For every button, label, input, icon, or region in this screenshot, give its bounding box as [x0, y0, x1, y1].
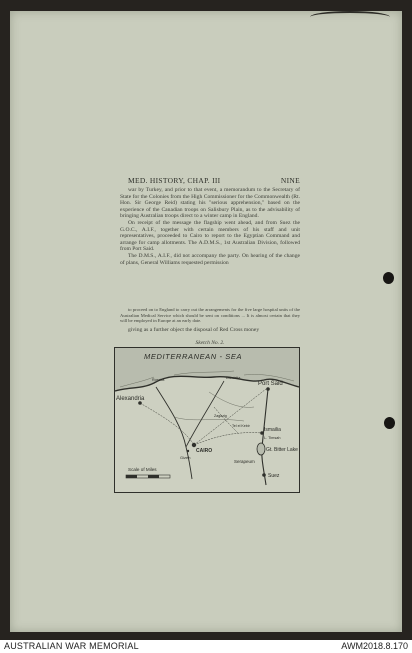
- label-gizeh: Gizeh: [180, 455, 191, 460]
- paragraph: giving as a further object the disposal of Red Cross money: [128, 327, 260, 333]
- page-header: [128, 176, 300, 185]
- paragraph: On receipt of the message the flagship went ahead, and from Suez the G.O.C., A.I.F., together with certain members of his staff and unit representatives, proceeded to Cairo to report to the Egyptian Command and arrange for camp allotments. The A.D.M.S., 1st Australian Division, followed from Port Said.: [120, 219, 300, 253]
- suez-marker: [262, 473, 266, 477]
- footer-institution: AUSTRALIAN WAR MEMORIAL: [4, 641, 139, 651]
- scale-label: Scale of Miles: [128, 467, 157, 472]
- label-tel-el-kebir: Tel el Kebir: [232, 424, 250, 428]
- scale-bar-segment: [126, 475, 137, 478]
- punch-hole-icon: [384, 417, 395, 429]
- label-alexandria: Alexandria: [116, 396, 145, 402]
- punch-hole-icon: [383, 272, 394, 284]
- paragraph: The D.M.S., A.I.F., did not accompany the party. On hearing of the change of plans, General Williams requested permission: [120, 252, 300, 266]
- sketch-map: [114, 347, 300, 493]
- header-page-number: NINE: [280, 176, 300, 185]
- label-rosetta: Rosetta: [152, 378, 165, 382]
- map-caption: Sketch No. 2.: [195, 340, 225, 346]
- label-suez: Suez: [268, 473, 280, 479]
- label-cairo: CAIRO: [196, 448, 213, 454]
- paper-edge-mark: [310, 11, 390, 23]
- header-chapter: MED. HISTORY, CHAP. III: [128, 176, 221, 185]
- footnote: to proceed on to England to carry out the arrangements for the five large hospital units of the Australian Medical Service which should be sent on conditions ... It is almost certain that they will be employed in Europe at an early date.: [120, 307, 300, 324]
- archive-footer: [0, 640, 412, 653]
- label-zagazig: Zagazig: [214, 414, 227, 418]
- label-timsah: L. Timsah: [264, 436, 281, 440]
- port-said-marker: [266, 387, 270, 391]
- gizeh-marker: [187, 450, 189, 452]
- label-serapeum: Serapeum: [234, 459, 255, 464]
- label-damietta: Damietta: [226, 376, 241, 380]
- sea-label: MEDITERRANEAN - SEA: [144, 352, 243, 361]
- label-port-said: Port Said: [258, 381, 283, 387]
- footer-accession-number: AWM2018.8.170: [341, 641, 408, 651]
- body-text: [120, 187, 300, 266]
- footnote-text: [120, 307, 300, 324]
- bitter-lake-shape: [257, 443, 265, 455]
- paragraph: war by Turkey, and prior to that event, a memorandum to the Secretary of State for the Colonies from the High Commissioner for the Commonwealth (Rt. Hon. Sir George Reid) stating his "serious apprehension," based on the experience of the Canadian troops on Salisbury Plain, as to the advisability of bringing Australian troops direct to a winter camp in England.: [120, 187, 300, 220]
- label-ismailia: Ismailia: [264, 427, 281, 433]
- label-bitter-lake: Gt. Bitter Lake: [266, 447, 298, 453]
- scale-bar-segment: [148, 475, 159, 478]
- cairo-marker: [192, 443, 196, 447]
- body-text-continued: [120, 327, 300, 334]
